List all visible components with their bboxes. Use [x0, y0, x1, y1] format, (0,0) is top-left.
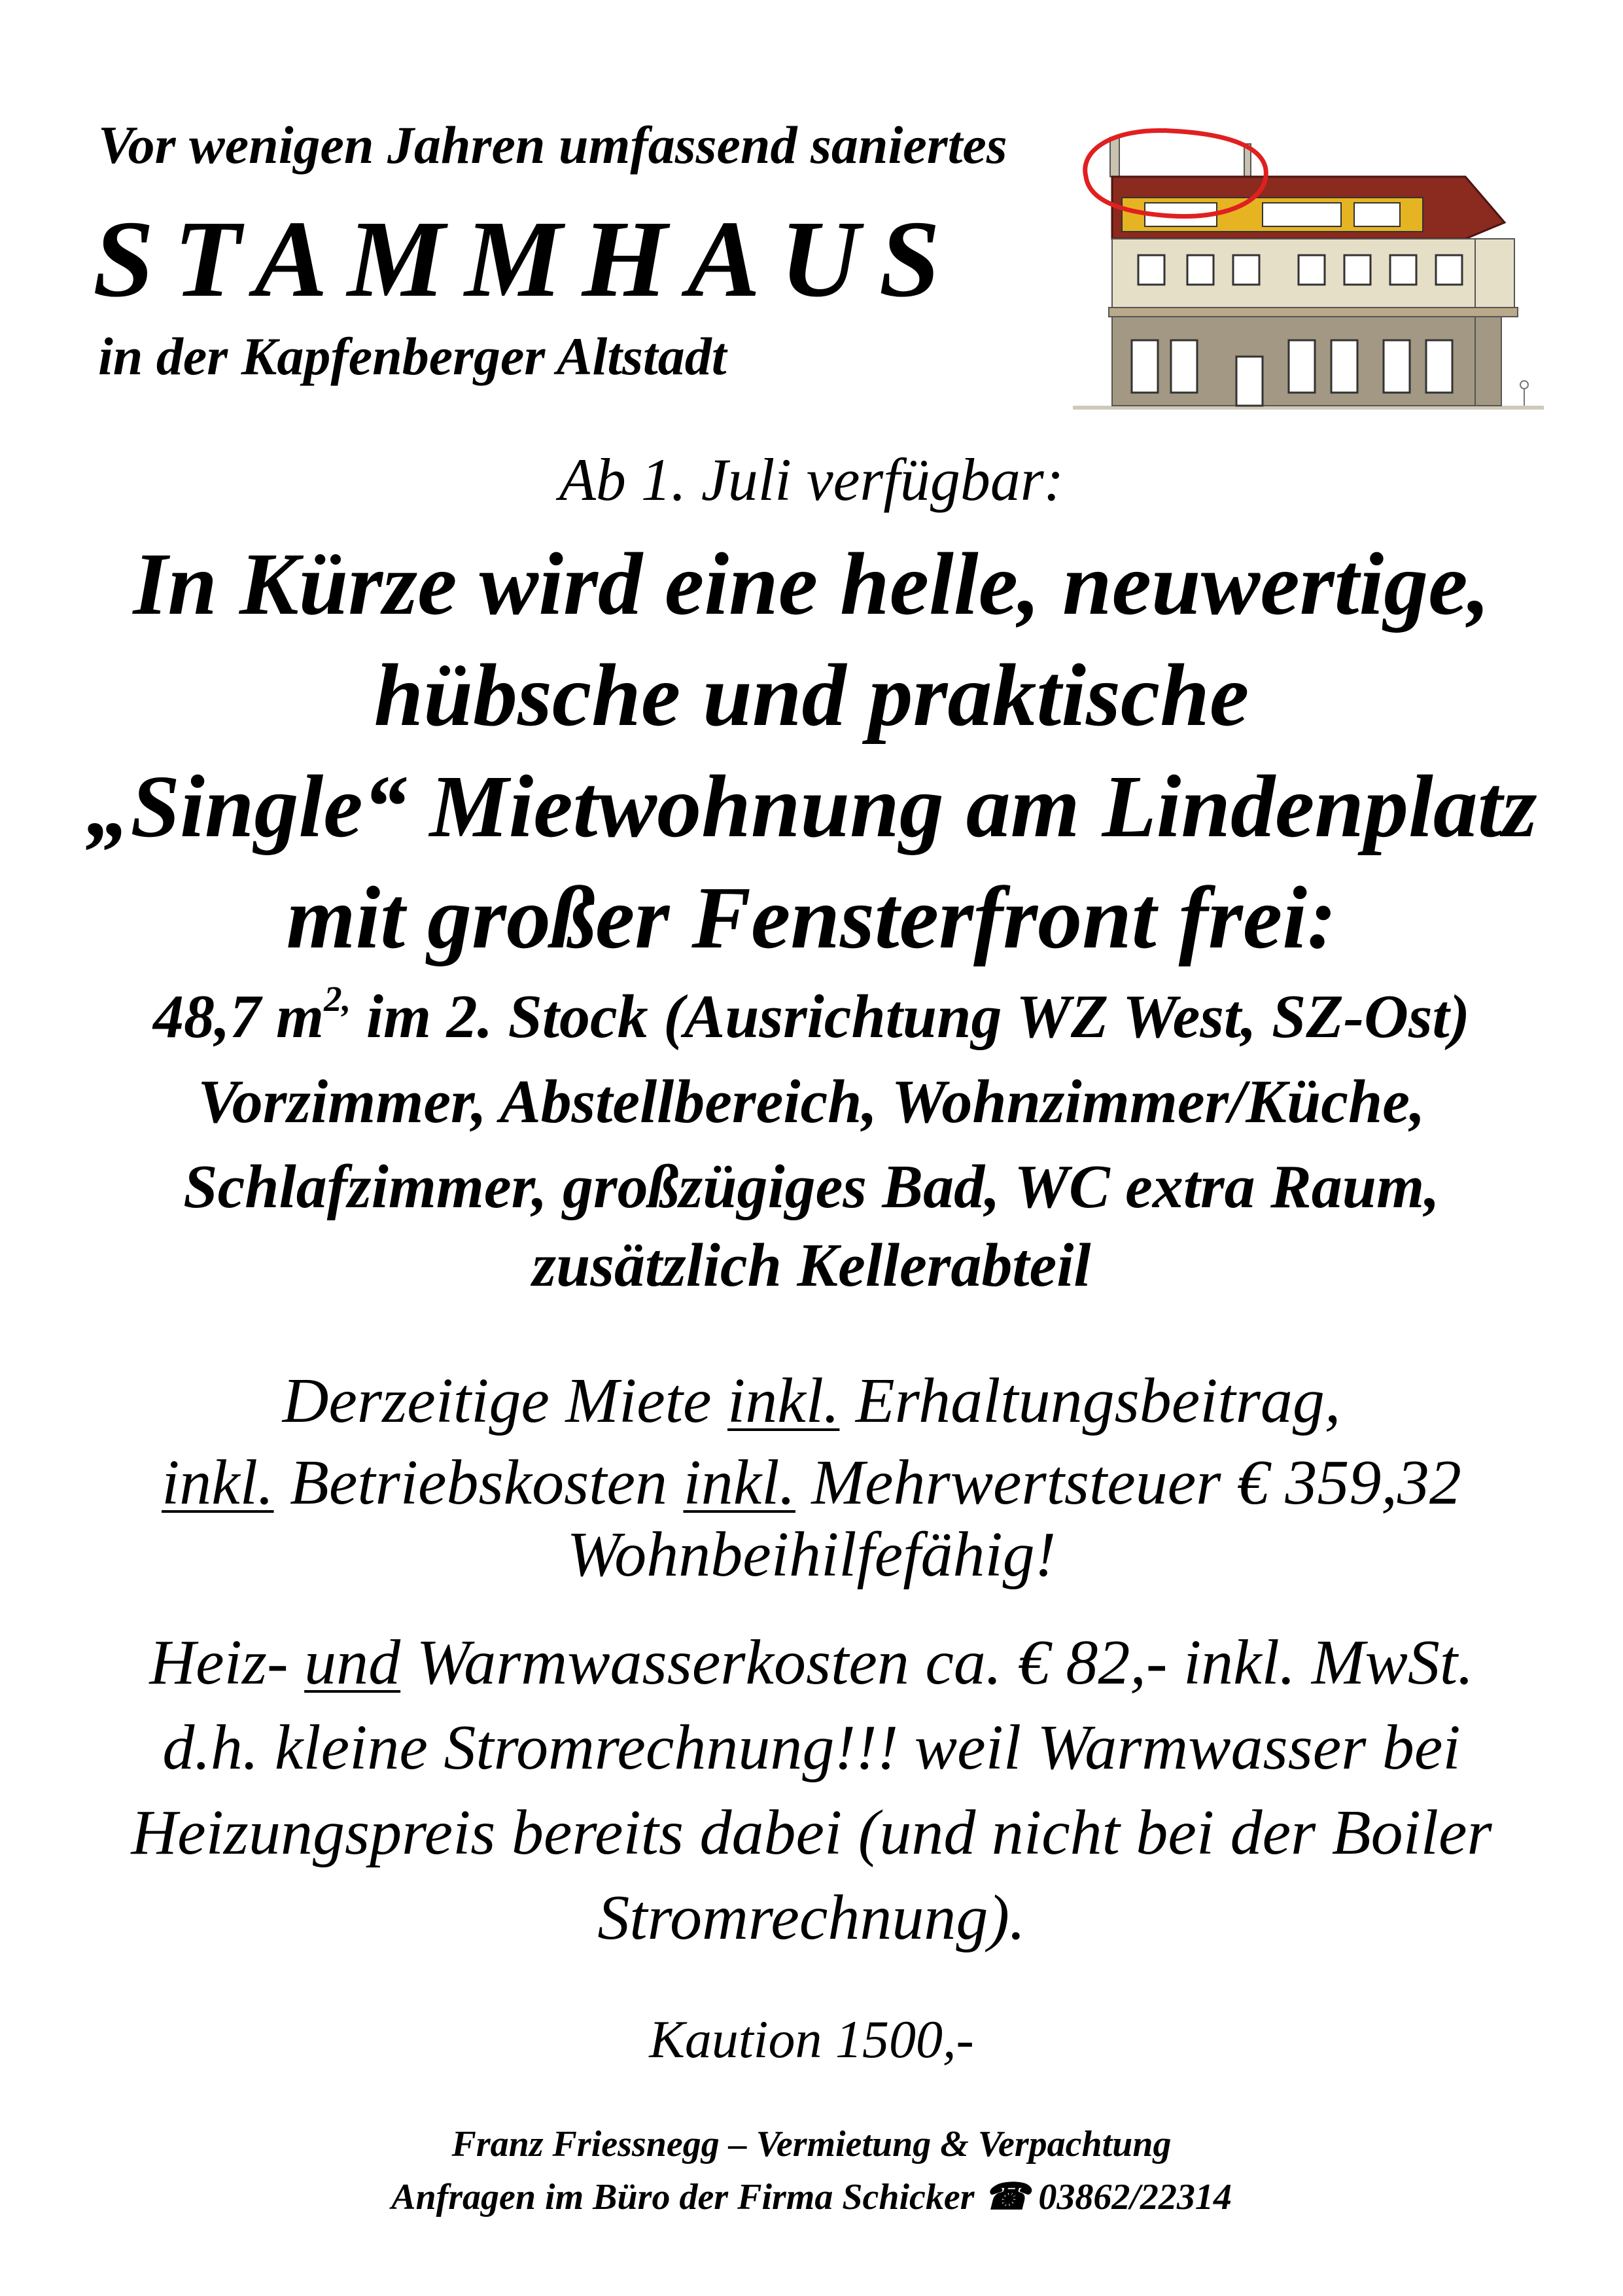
heating-line-4: Stromrechnung). — [597, 1882, 1026, 1953]
heating-text: Warmwasserkosten ca. € 82,- inkl. MwSt. — [400, 1627, 1474, 1698]
header-intro: Vor wenigen Jahren umfassend saniertes — [98, 115, 1007, 175]
rooms-line-3: zusätzlich Kellerabteil — [532, 1231, 1091, 1299]
rooms-line-2: Schlafzimmer, großzügiges Bad, WC extra Raum, — [183, 1153, 1440, 1221]
rent-underlined: inkl. — [727, 1366, 840, 1436]
heating-underlined: und — [304, 1627, 401, 1698]
deposit: Kaution 1500,- — [649, 2009, 974, 2069]
heating-line-2: d.h. kleine Stromrechnung!!! weil Warmwasser bei — [162, 1712, 1461, 1783]
rent-underlined: inkl. — [683, 1447, 795, 1518]
rent-line-1 — [0, 1364, 1623, 1438]
apartment-area — [0, 981, 1623, 1052]
heating-line-1 — [0, 1626, 1623, 1699]
headline-line-3: „Single“ Mietwohnung am Lindenplatz — [86, 758, 1537, 856]
headline-line-1: In Kürze wird eine helle, neuwertige, — [133, 535, 1490, 633]
headline-line-4: mit großer Fensterfront frei: — [286, 869, 1337, 967]
header-place: in der Kapfenberger Altstadt — [98, 327, 727, 386]
headline-line-2: hübsche und praktische — [374, 646, 1249, 745]
heating-line-3: Heizungspreis bereits dabei (und nicht bei der Boiler — [131, 1797, 1492, 1868]
house-illustration — [1073, 98, 1544, 412]
rent-line-2 — [0, 1446, 1623, 1519]
footer-contact — [0, 2176, 1623, 2218]
rent-text: Erhaltungsbeitrag, — [839, 1366, 1341, 1436]
footer-company: Franz Friessnegg – Vermietung & Verpachtung — [451, 2124, 1172, 2164]
telephone-icon: ☎ — [983, 2177, 1030, 2217]
area-superscript: 2, — [324, 979, 351, 1019]
rent-text: Betriebskosten — [273, 1447, 684, 1518]
rent-line-3: Wohnbeihilfefähig! — [567, 1519, 1056, 1590]
area-value: 48,7 m — [153, 983, 324, 1051]
header-title: STAMMHAUS — [93, 198, 960, 320]
rent-amount: Mehrwertsteuer € 359,32 — [795, 1447, 1461, 1518]
rent-underlined: inkl. — [162, 1447, 274, 1518]
rooms-line-1: Vorzimmer, Abstellbereich, Wohnzimmer/Küche, — [198, 1068, 1425, 1136]
availability-note: Ab 1. Juli verfügbar: — [559, 446, 1064, 513]
rent-text: Derzeitige Miete — [282, 1366, 727, 1436]
area-floor-orientation: im 2. Stock (Ausrichtung WZ West, SZ-Ost) — [351, 983, 1470, 1051]
heating-text: Heiz- — [149, 1627, 305, 1698]
phone-number: 03862/22314 — [1038, 2177, 1232, 2217]
contact-text: Anfragen im Büro der Firma Schicker — [391, 2177, 975, 2217]
